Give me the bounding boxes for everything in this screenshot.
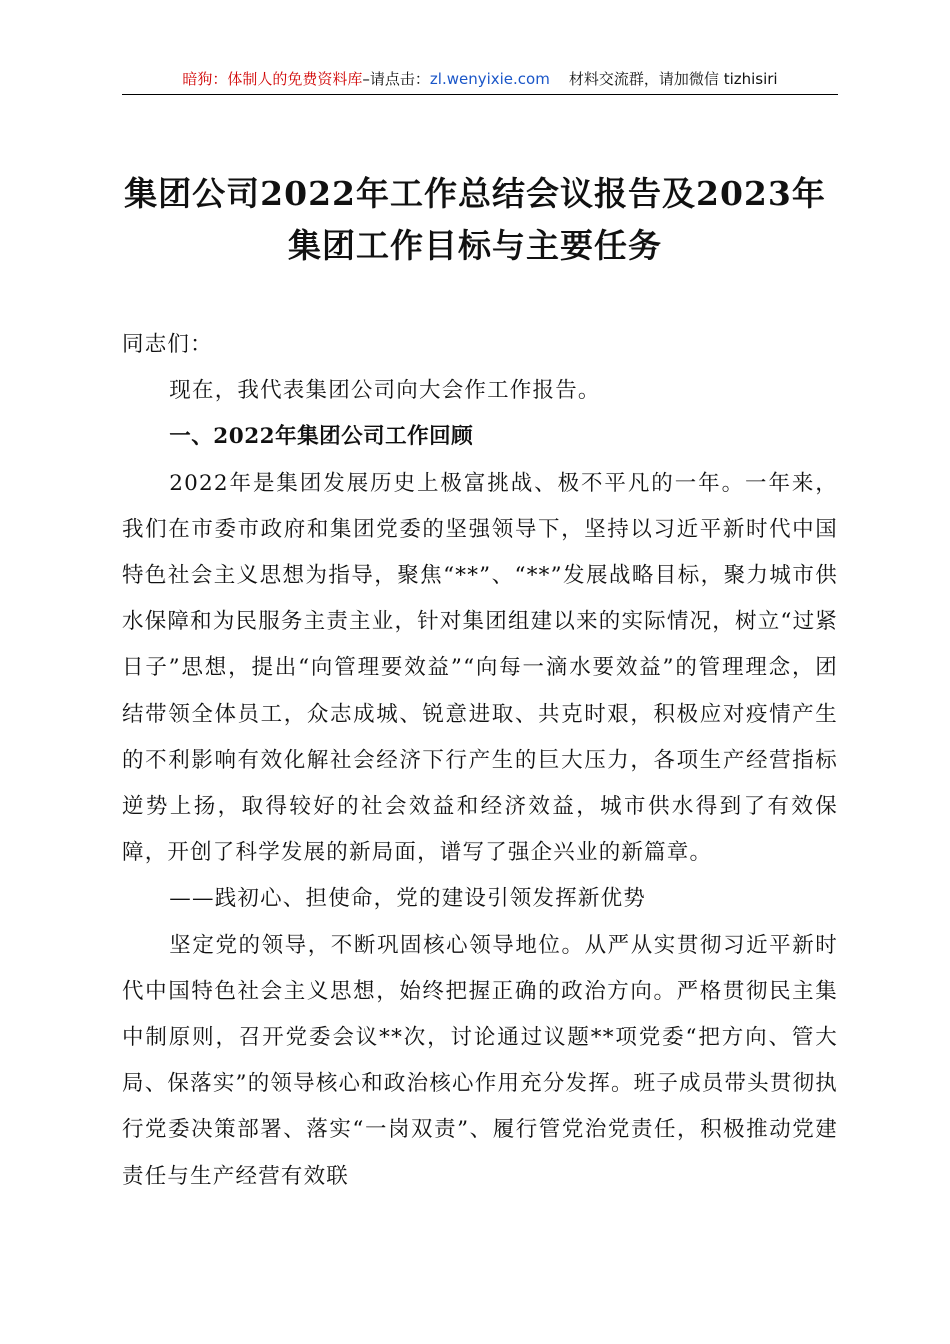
header-url-link[interactable]: zl.wenyixie.com (429, 70, 550, 88)
header-site-name: 暗狗：体制人的免费资料库 (182, 70, 363, 88)
intro-paragraph: 现在，我代表集团公司向大会作工作报告。 (169, 378, 601, 404)
body-paragraph-2: 坚定党的领导，不断巩固核心领导地位。从严从实贯彻习近平新时代中国特色社会主义思想，始终把握正确的政治方向。严格贯彻民主集中制原则，召开党委会议**次，讨论通过议题**项党委“把方向、管大局、保落实”的领导核心和政治核心作用充分发挥。班子成员带头贯彻执行党委决策部署、落实“一岗双责”、履行管党治党责任，积极推动党建责任与生产经营有效联 (122, 932, 838, 1189)
document-title (100, 168, 850, 272)
header-contact: 材料交流群，请加微信 tizhisiri (568, 70, 778, 88)
header-divider (122, 94, 838, 95)
subheading: ——践初心、担使命，党的建设引领发挥新优势 (169, 886, 646, 912)
page-header (122, 66, 838, 92)
document-body (122, 322, 838, 1200)
salutation: 同志们： (122, 332, 213, 357)
section-heading: 一、2022年集团公司工作回顾 (169, 424, 474, 450)
title-line-2: 集团工作目标与主要任务 (288, 226, 662, 265)
title-line-1: 集团公司2022年工作总结会议报告及2023年 (124, 174, 826, 213)
header-click-prompt: –请点击： (362, 70, 430, 88)
body-paragraph-1: 2022年是集团发展历史上极富挑战、极不平凡的一年。一年来，我们在市委市政府和集团党委的坚强领导下，坚持以习近平新时代中国特色社会主义思想为指导，聚焦“**”、“**”发展战略目标，聚力城市供水保障和为民服务主责主业，针对集团组建以来的实际情况，树立“过紧日子”思想，提出“向管理要效益”“向每一滴水要效益”的管理理念，团结带领全体员工，众志成城、锐意进取、共克时艰，积极应对疫情产生的不利影响有效化解社会经济下行产生的巨大压力，各项生产经营指标逆势上扬，取得较好的社会效益和经济效益，城市供水得到了有效保障，开创了科学发展的新局面，谱写了强企兴业的新篇章。 (122, 470, 838, 866)
